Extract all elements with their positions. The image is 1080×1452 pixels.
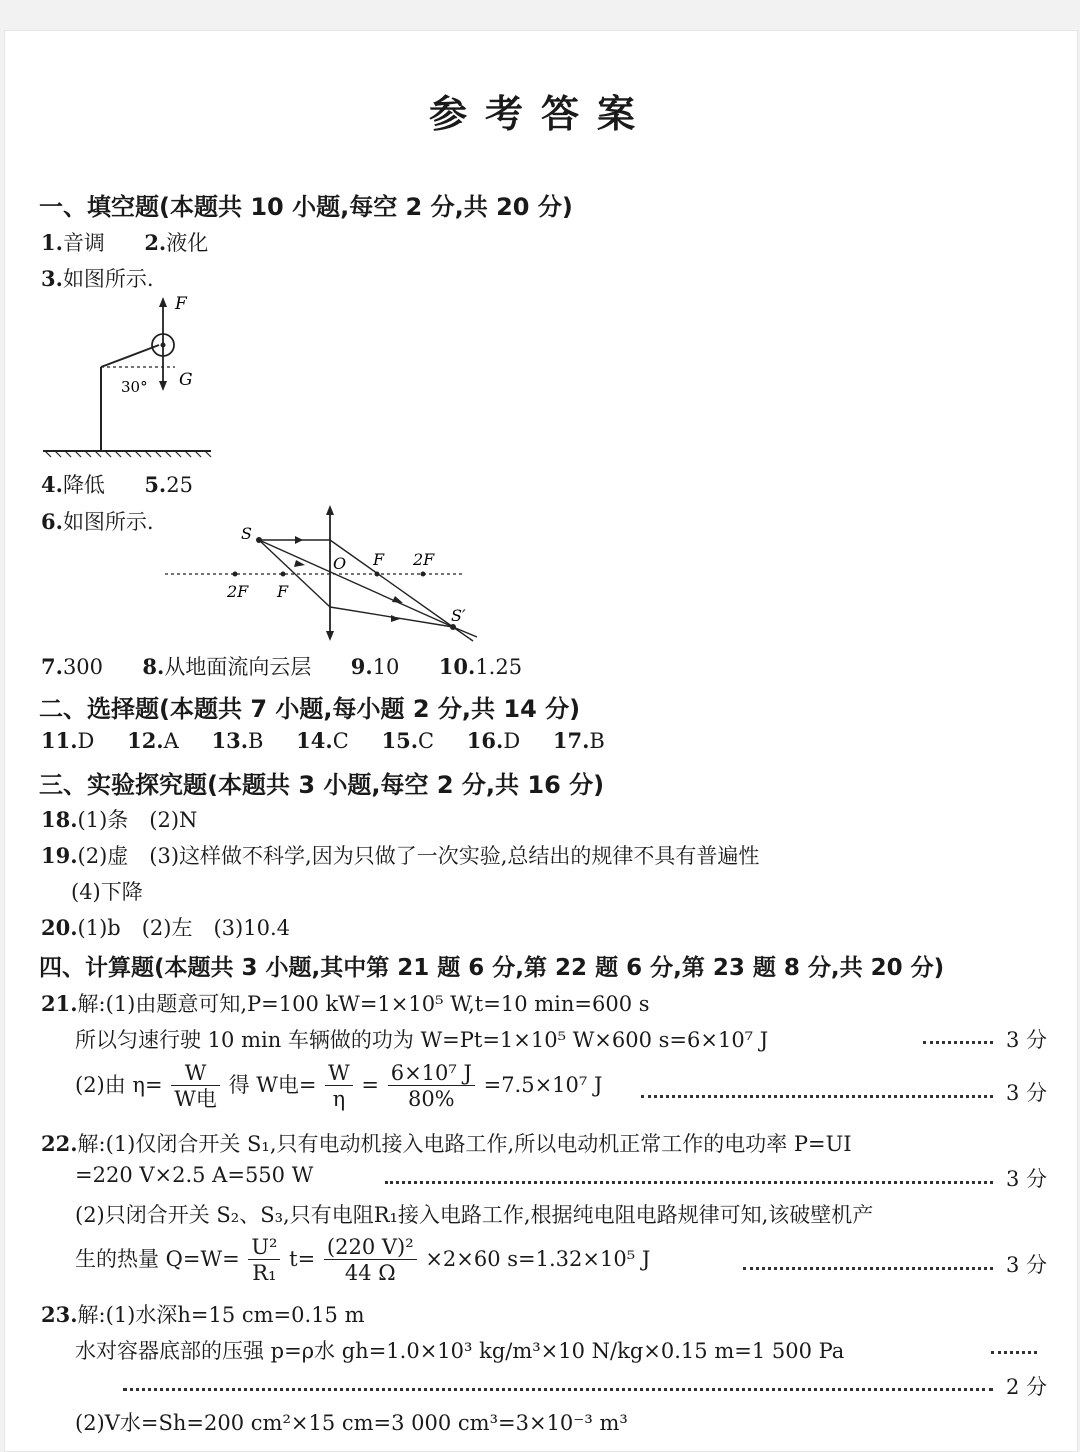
fraction-numerator: (220 V)²: [324, 1235, 417, 1260]
q23-line-2: 水对容器底部的压强 p=ρ水 gh=1.0×10³ kg/m³×10 N/kg×0.15 m=1 500 Pa: [75, 1339, 845, 1363]
fraction-numerator: W: [325, 1061, 353, 1086]
q20-number: 20.: [41, 915, 78, 940]
fraction-voltage-over-resistance: [324, 1235, 417, 1286]
q21-line-1: [41, 988, 650, 1018]
section-2-heading: 二、选择题(本题共 7 小题,每小题 2 分,共 14 分): [39, 695, 581, 723]
point-f-left: [281, 572, 286, 577]
q21-text-1: 解:(1)由题意可知,P=100 kW=1×10⁵ W,t=10 min=600 s: [77, 992, 650, 1016]
q22-text-1: 解:(1)仅闭合开关 S₁,只有电动机接入电路工作,所以电动机正常工作的电功率 P=UI: [77, 1132, 852, 1156]
q23-line-1: [41, 1299, 365, 1329]
ray-arrow-4: [391, 615, 400, 622]
q7-number: 7.: [41, 654, 63, 679]
label-2f-left: 2F: [227, 582, 249, 601]
q10-answer: 1.25: [475, 655, 523, 679]
ray-arrow-1: [295, 536, 303, 544]
q21-formula-result: =7.5×10⁷ J: [483, 1073, 603, 1097]
q22-line-3: (2)只闭合开关 S₂、S₃,只有电阻R₁接入电路工作,根据纯电阻电路规律可知,该破壁机产: [75, 1203, 874, 1227]
fraction-efficiency: [171, 1061, 220, 1112]
answer-line-18: [41, 804, 197, 834]
q9-number: 9.: [350, 654, 373, 679]
q9-answer: 10: [372, 655, 400, 679]
score-label: 3 分: [1005, 1081, 1047, 1105]
q3-number: 3.: [41, 266, 63, 291]
light-rays: [259, 540, 477, 641]
q23-number: 23.: [41, 1302, 78, 1327]
q13-answer: B: [248, 729, 264, 753]
figure-lens-ray-diagram: [155, 503, 485, 643]
label-f: F: [175, 294, 187, 314]
q8-number: 8.: [142, 654, 165, 679]
label-2f-right: 2F: [413, 550, 435, 569]
q1-number: 1.: [41, 230, 63, 255]
q2-answer: 液化: [166, 231, 209, 255]
q1-answer: 音调: [62, 231, 105, 255]
q2-number: 2.: [144, 230, 167, 255]
q17-answer: B: [589, 729, 605, 753]
label-s: S: [241, 524, 252, 543]
q15-number: 15.: [381, 728, 419, 753]
leader-dots: [123, 1388, 993, 1391]
q20-answer: (1)b (2)左 (3)10.4: [77, 916, 290, 940]
q16-number: 16.: [466, 728, 504, 753]
section-1-heading: 一、填空题(本题共 10 小题,每空 2 分,共 20 分): [39, 193, 573, 221]
q4-answer: 降低: [62, 473, 105, 497]
fraction-numerator: U²: [248, 1235, 280, 1260]
label-s-prime: S′: [451, 606, 466, 625]
equals-sign: =: [361, 1073, 380, 1097]
point-2f-left: [233, 572, 238, 577]
q22-formula-result: ×2×60 s=1.32×10⁵ J: [425, 1247, 651, 1271]
q22-line-4: [75, 1235, 650, 1286]
label-o: O: [333, 554, 347, 573]
q21-line-3: [75, 1061, 602, 1112]
q21-line-2: 所以匀速行驶 10 min 车辆做的功为 W=Pt=1×10⁵ W×600 s=6×10⁷ J: [75, 1028, 769, 1052]
q6-answer: 如图所示.: [62, 510, 154, 534]
score-label: 2 分: [1005, 1375, 1047, 1399]
choice-answers-row: [41, 728, 605, 753]
answer-line-4-5: [41, 469, 193, 499]
q21-number: 21.: [41, 991, 78, 1016]
q22-line-1: [41, 1128, 852, 1158]
leader-dots: [923, 1041, 993, 1044]
q8-answer: 从地面流向云层: [164, 655, 312, 679]
fraction-numerator: 6×10⁷ J: [388, 1061, 475, 1086]
q18-number: 18.: [41, 807, 78, 832]
fraction-denominator: W电: [174, 1087, 217, 1111]
force-g-arrowhead: [159, 381, 167, 391]
q23-line-3: (2)V水=Sh=200 cm²×15 cm=3 000 cm³=3×10⁻³ m³: [75, 1411, 628, 1435]
q16-answer: D: [503, 729, 521, 753]
answer-line-6: [41, 506, 154, 536]
answer-line-20: [41, 912, 290, 942]
fraction-denominator: 44 Ω: [344, 1261, 396, 1285]
q5-answer: 25: [166, 473, 193, 497]
fraction-denominator: 80%: [407, 1087, 455, 1111]
point-2f-right: [421, 572, 426, 577]
q10-number: 10.: [438, 654, 476, 679]
q3-answer: 如图所示.: [62, 267, 154, 291]
section-4-heading: 四、计算题(本题共 3 小题,其中第 21 题 6 分,第 22 题 6 分,第 23 题 8 分,共 20 分): [39, 955, 945, 981]
q14-number: 14.: [296, 728, 333, 753]
q11-answer: D: [77, 729, 95, 753]
lens-bottom-arrow: [326, 631, 334, 641]
q14-answer: C: [332, 729, 349, 753]
fraction-numerator: W: [171, 1061, 220, 1086]
fraction-u2-over-r1: [248, 1235, 280, 1286]
q19-number: 19.: [41, 843, 78, 868]
q4-number: 4.: [41, 472, 63, 497]
q5-number: 5.: [144, 472, 167, 497]
leader-dots: [991, 1351, 1037, 1354]
q18-answer: (1)条 (2)N: [77, 808, 198, 832]
leader-dots: [641, 1095, 993, 1098]
q22-number: 22.: [41, 1131, 78, 1156]
answer-line-19: [41, 840, 759, 870]
fraction-denominator: R₁: [252, 1261, 277, 1285]
ray-arrow-2: [294, 560, 305, 567]
force-f-arrowhead: [159, 297, 167, 307]
q11-number: 11.: [41, 728, 78, 753]
label-g: G: [179, 370, 193, 390]
label-f-left: F: [277, 582, 289, 601]
section-3-heading: 三、实验探究题(本题共 3 小题,每空 2 分,共 16 分): [39, 771, 605, 799]
lens-top-arrow: [326, 505, 334, 515]
page-title: 参考答案: [428, 92, 653, 136]
score-label: 3 分: [1005, 1253, 1047, 1277]
q7-answer: 300: [62, 655, 104, 679]
q12-number: 12.: [127, 728, 164, 753]
q22-line-2: =220 V×2.5 A=550 W: [75, 1163, 314, 1187]
q21-formula-mid: 得 W电=: [228, 1073, 317, 1097]
figure-lamp-force-diagram: [35, 289, 215, 459]
fraction-numeric: [388, 1061, 475, 1112]
score-label: 3 分: [1005, 1028, 1047, 1052]
answer-line-19-cont: (4)下降: [71, 880, 143, 904]
ray-arrow-3: [392, 596, 403, 603]
answer-line-1-2: [41, 227, 208, 257]
label-angle: 30°: [121, 378, 148, 396]
fraction-w-over-eta: [325, 1061, 353, 1112]
answer-line-7-10: [41, 651, 522, 681]
fraction-denominator: η: [332, 1087, 346, 1111]
leader-dots: [743, 1267, 993, 1270]
lamp-arm: [101, 345, 159, 367]
q17-number: 17.: [552, 728, 590, 753]
score-label: 3 分: [1005, 1167, 1047, 1191]
q13-number: 13.: [211, 728, 249, 753]
q22-formula-prefix: 生的热量 Q=W=: [75, 1247, 240, 1271]
leader-dots: [385, 1181, 993, 1184]
q21-formula-prefix: (2)由 η=: [75, 1073, 163, 1097]
q19-answer: (2)虚 (3)这样做不科学,因为只做了一次实验,总结出的规律不具有普遍性: [77, 844, 760, 868]
q6-number: 6.: [41, 509, 63, 534]
label-f-right: F: [373, 550, 385, 569]
q23-text-1: 解:(1)水深h=15 cm=0.15 m: [77, 1303, 365, 1327]
q22-formula-mid: t=: [289, 1247, 316, 1271]
answer-sheet-page: [4, 30, 1078, 1452]
q15-answer: C: [418, 729, 435, 753]
q12-answer: A: [163, 729, 179, 753]
